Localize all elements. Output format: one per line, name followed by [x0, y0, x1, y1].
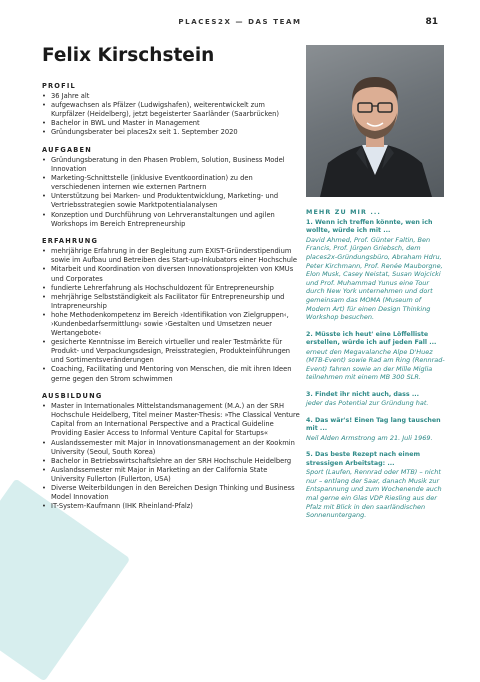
- profile-column: [42, 82, 300, 520]
- aufgaben-list: [42, 156, 300, 229]
- erfahrung-list: [42, 247, 300, 383]
- section-ausbildung: [42, 392, 300, 511]
- qa-item: [306, 331, 446, 382]
- qa-question: 2. Müsste ich heut' eine Löffelliste erstellen, würde ich auf jeden Fall ...: [306, 330, 437, 347]
- list-item: • IT-System-Kaufmann (IHK Rheinland-Pfalz): [42, 502, 300, 511]
- more-about-me-heading: MEHR ZU MIR ...: [306, 208, 381, 216]
- page-header: [0, 18, 480, 32]
- list-item: • Diverse Weiterbildungen in den Bereichen Design Thinking und Business Model Innovation: [42, 484, 300, 502]
- list-item: • Bachelor in Betriebswirtschaftslehre an der SRH Hochschule Heidelberg: [42, 457, 300, 466]
- qa-item: [306, 417, 446, 442]
- qa-question: 4. Das wär's! Einen Tag lang tauschen mit ...: [306, 416, 441, 433]
- section-heading: AUSBILDUNG: [42, 392, 103, 401]
- more-about-me-column: [306, 208, 446, 529]
- list-item: • Unterstützung bei Marken- und Produktentwicklung, Marketing- und Vertriebsstrategien sowie Marktpotentialanalysen: [42, 192, 300, 210]
- qa-answer: Neil Alden Armstrong am 21. Juli 1969.: [306, 433, 433, 442]
- section-profil: [42, 82, 300, 137]
- qa-answer: jeder das Potential zur Gründung hat.: [306, 399, 429, 408]
- section-heading: ERFAHRUNG: [42, 237, 99, 246]
- section-heading: AUFGABEN: [42, 145, 92, 154]
- running-title: PLACES2X — DAS TEAM: [178, 18, 302, 26]
- list-item: • gesicherte Kenntnisse im Bereich virtueller und realer Testmärkte für Produkt- und Verpackungsdesign, Preisstrategien, Produkteinführungen und Sortimentsveränderungen: [42, 338, 300, 365]
- list-item: • hohe Methodenkompetenz im Bereich ›Identifikation von Zielgruppen‹, ›Kundenbedarfsermittlung‹ sowie ›Gestalten und Umsetzen neuer Wertangebote‹: [42, 311, 300, 338]
- qa-question: 1. Wenn ich treffen könnte, wen ich wollte, würde ich mit ...: [306, 219, 433, 235]
- list-item: • Gründungsberater bei places2x seit 1. September 2020: [42, 128, 300, 137]
- qa-item: [306, 391, 446, 408]
- portrait-photo: [306, 45, 444, 197]
- section-heading: PROFIL: [42, 82, 76, 90]
- list-item: • Konzeption und Durchführung von Lehrveranstaltungen und agilen Workshops im Bereich Entrepreneurship: [42, 211, 300, 229]
- qa-answer: erneut den Megavalanche Alpe D'Huez (MTB-Event) sowie Rad am Ring (Rennrad-Event) fahren sowie an der Mille Miglia teilnehmen mit einem MB 300 SLR.: [306, 347, 445, 382]
- list-item: • 36 Jahre alt: [42, 92, 300, 101]
- profil-list: [42, 92, 300, 137]
- qa-answer: David Ahmed, Prof. Günter Faltin, Ben Francis, Prof. Jürgen Griebsch, dem places2x-Gründungsbüro, Abraham Hdru, Peter Kirchmann, Prof. Renée Mauborgne, Elon Musk, Casey Neistat, Susan Wojcicki und Prof. Muhammad Yunus eine Tour durch New York unternehmen und dort gemeinsam das MOMA (Museum of Modern Art) für einen Design Thinking Workshop besuchen.: [306, 235, 443, 322]
- list-item: • mehrjährige Erfahrung in der Begleitung zum EXIST-Gründerstipendium sowie im Aufbau und Betreiben des Start-up-Inkubators einer Hochschule: [42, 247, 300, 265]
- qa-item: [306, 219, 446, 322]
- list-item: • Gründungsberatung in den Phasen Problem, Solution, Business Model Innovation: [42, 156, 300, 174]
- qa-question: 5. Das beste Rezept nach einem stressigen Arbeitstag: ...: [306, 451, 421, 467]
- list-item: • mehrjährige Selbstständigkeit als Facilitator für Entrepreneurship und Intrapreneurship: [42, 293, 300, 311]
- list-item: • Marketing-Schnittstelle (inklusive Eventkoordination) zu den verschiedenen internen wie externen Partnern: [42, 174, 300, 192]
- qa-item: [306, 451, 446, 519]
- list-item: • Mitarbeit und Koordination von diversen Innovationsprojekten von KMUs und Corporates: [42, 265, 300, 283]
- list-item: • Coaching, Facilitating und Mentoring von Menschen, die mit ihren Ideen gerne gegen den Strom schwimmen: [42, 365, 300, 383]
- qa-answer: Sport (Laufen, Rennrad oder MTB) – nicht nur – entlang der Saar, danach Musik zur Entspannung und zum Wochenende auch mal gerne ein Glas VDP Riesling aus der Pfalz mit Blick in den saarländischen Sonnenuntergang.: [306, 468, 442, 520]
- section-aufgaben: [42, 146, 300, 229]
- qa-question: 3. Findet ihr nicht auch, dass ...: [306, 390, 420, 398]
- list-item: • Auslandssemester mit Major in Marketing an der California State University Fullerton (Fullerton, USA): [42, 466, 300, 484]
- portrait-illustration: [306, 45, 444, 197]
- list-item: • Master in Internationales Mittelstandsmanagement (M.A.) an der SRH Hochschule Heidelberg, Titel meiner Master-Thesis: »The Classical Venture Capital from an International Perspective and a Practical Guideline Providing Easier Access to Informal Venture Capital for Startups«: [42, 402, 300, 438]
- section-erfahrung: [42, 237, 300, 383]
- person-name: Felix Kirschstein: [42, 45, 215, 66]
- list-item: • fundierte Lehrerfahrung als Hochschuldozent für Entrepreneurship: [42, 284, 300, 293]
- ausbildung-list: [42, 402, 300, 511]
- page-number: 81: [425, 17, 438, 27]
- list-item: • Auslandssemester mit Major in Innovationsmanagement an der Kookmin University (Seoul, South Korea): [42, 439, 300, 457]
- list-item: • Bachelor in BWL und Master in Management: [42, 119, 300, 128]
- list-item: • aufgewachsen als Pfälzer (Ludwigshafen), weiterentwickelt zum Kurpfälzer (Heidelberg), jetzt begeisterter Saarländer (Saarbrücken): [42, 101, 300, 119]
